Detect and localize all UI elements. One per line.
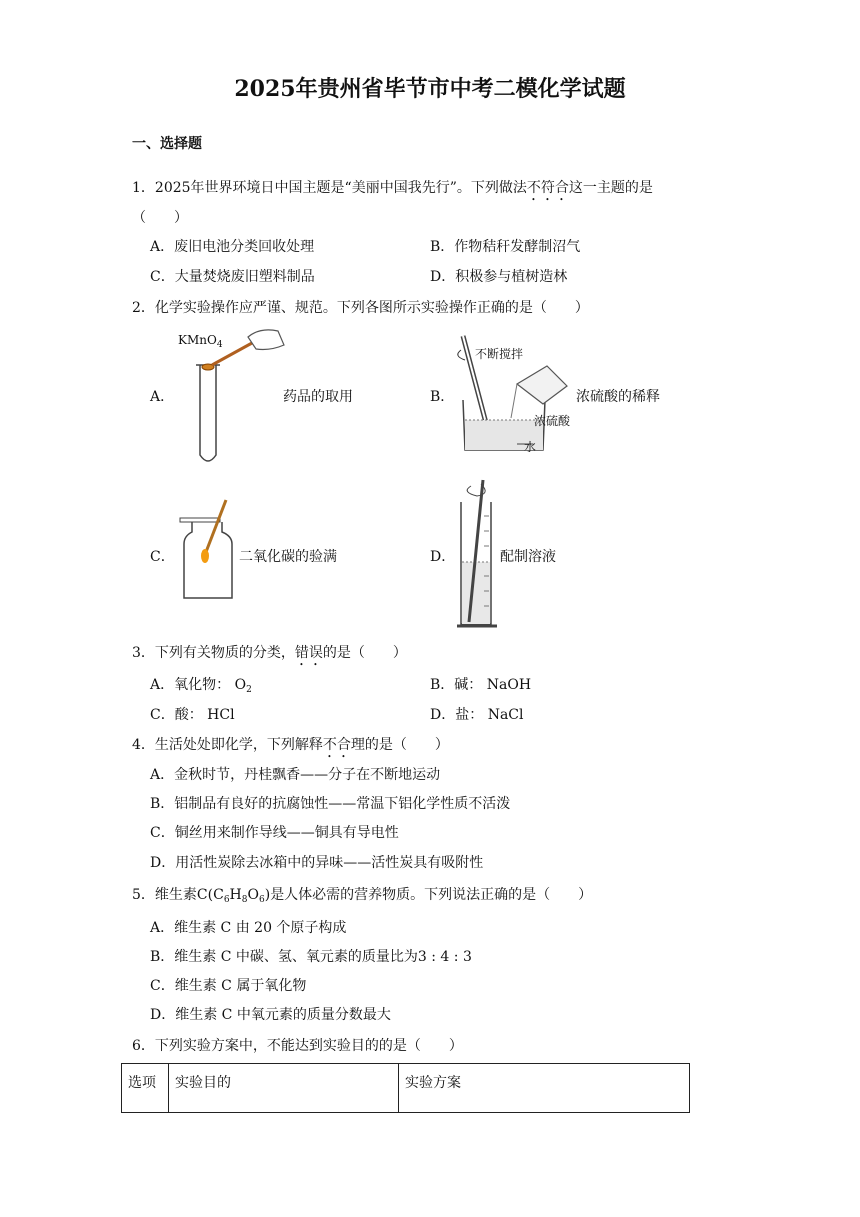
page-title: 2025年贵州省毕节市中考二模化学试题 xyxy=(234,76,626,102)
q3-option-a: A．氧化物： $O_2$ xyxy=(150,677,252,695)
gas-bottle-illustration xyxy=(176,498,240,604)
kmno4-label: KMnO$_4$ xyxy=(178,333,223,350)
header-purpose: 实验目的 xyxy=(169,1064,399,1113)
q2-option-c-letter: C． xyxy=(150,549,175,565)
header-option: 选项 xyxy=(122,1064,169,1113)
stir-label: 不断搅拌 xyxy=(475,347,524,361)
q2-option-b-letter: B． xyxy=(430,389,455,405)
acid-label: 浓硫酸 xyxy=(534,414,571,428)
q2-option-d-label: 配制溶液 xyxy=(500,549,556,565)
question-3-stem: 3．下列有关物质的分类，错误的是（ ） xyxy=(132,645,407,661)
graduated-cylinder-illustration xyxy=(455,476,500,634)
q3-option-b: B．碱： NaOH xyxy=(430,677,532,693)
experiment-table xyxy=(121,1063,690,1113)
q2-option-c-label: 二氧化碳的验满 xyxy=(239,549,337,565)
q2-option-b-label: 浓硫酸的稀释 xyxy=(576,389,660,405)
q4-option-b: B．铝制品有良好的抗腐蚀性——常温下铝化学性质不活泼 xyxy=(150,796,511,812)
q4-option-c: C．铜丝用来制作导线——铜具有导电性 xyxy=(150,825,399,841)
q4-option-d: D．用活性炭除去冰箱中的异味——活性炭具有吸附性 xyxy=(150,855,484,871)
q1-option-c: C．大量焚烧废旧塑料制品 xyxy=(150,269,315,285)
q3-option-d: D．盐： NaCl xyxy=(430,707,524,723)
section-heading: 一、选择题 xyxy=(132,136,202,152)
table-header-row xyxy=(122,1064,690,1113)
q1-option-a: A．废旧电池分类回收处理 xyxy=(150,239,315,255)
q3-option-c: C．酸： HCl xyxy=(150,707,235,723)
question-5-stem: 5．维生素$C(C_6H_8O_6)$是人体必需的营养物质。下列说法正确的是（ ） xyxy=(132,887,593,905)
q2-option-a-label: 药品的取用 xyxy=(283,389,353,405)
question-2-stem: 2．化学实验操作应严谨、规范。下列各图所示实验操作正确的是（ ） xyxy=(132,300,589,316)
question-4-stem: 4．生活处处即化学，下列解释不合理的是（ ） xyxy=(132,737,449,753)
q4-option-a: A．金秋时节，丹桂飘香——分子在不断地运动 xyxy=(150,767,441,783)
test-tube-spoon-illustration xyxy=(190,325,290,470)
question-1-paren: （ ） xyxy=(132,210,188,226)
water-label: 水 xyxy=(524,440,537,454)
header-plan: 实验方案 xyxy=(399,1064,690,1113)
q5-option-a: A．维生素 C 由 20 个原子构成 xyxy=(150,920,347,936)
q1-option-d: D．积极参与植树造林 xyxy=(430,269,568,285)
q5-option-d: D．维生素 C 中氧元素的质量分数最大 xyxy=(150,1007,391,1023)
q5-option-c: C．维生素 C 属于氧化物 xyxy=(150,978,307,994)
q2-option-d-letter: D． xyxy=(430,549,456,565)
q1-option-b: B．作物秸秆发酵制沼气 xyxy=(430,239,581,255)
question-1-stem: 1．2025年世界环境日中国主题是“美丽中国我先行”。下列做法不符合这一主题的是 xyxy=(132,180,653,196)
q5-option-b: B．维生素 C 中碳、氢、氧元素的质量比为3 : 4 : 3 xyxy=(150,949,472,965)
q2-option-a-letter: A． xyxy=(150,389,175,405)
question-6-stem: 6．下列实验方案中，不能达到实验目的的是（ ） xyxy=(132,1038,463,1054)
vitamin-c-formula: $C(C_6H_8O_6)$ xyxy=(196,887,271,905)
